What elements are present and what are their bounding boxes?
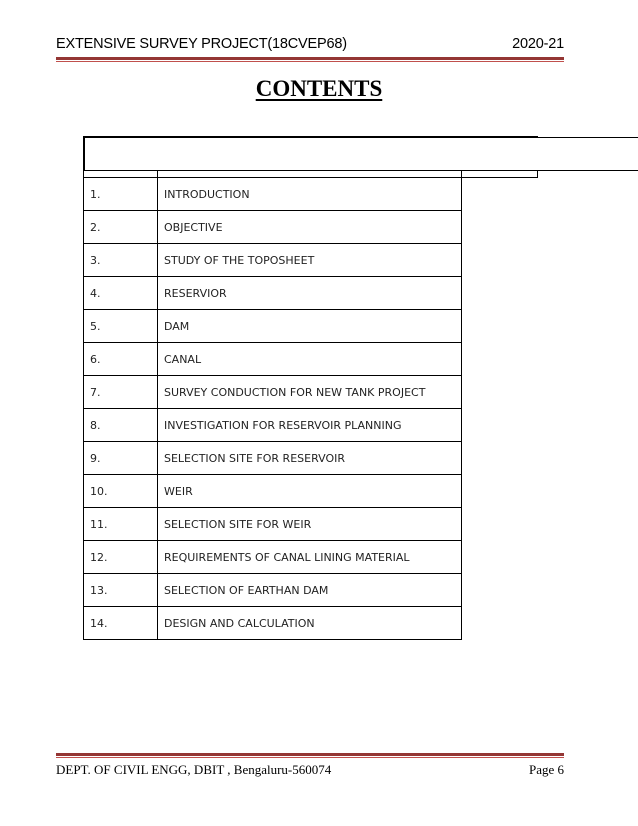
row-particular: OBJECTIVE <box>158 211 462 244</box>
table-row <box>84 475 538 508</box>
row-particular: DAM <box>158 310 462 343</box>
header-year: 2020-21 <box>512 36 564 52</box>
table-row <box>84 541 538 574</box>
row-sl-number: 2. <box>84 211 158 244</box>
row-particular: WEIR <box>158 475 462 508</box>
row-sl-number: 11. <box>84 508 158 541</box>
row-sl-number: 7. <box>84 376 158 409</box>
footer-rule <box>56 753 564 758</box>
row-sl-number: 12. <box>84 541 158 574</box>
row-sl-number: 1. <box>84 178 158 211</box>
table-row <box>84 211 538 244</box>
row-particular: REQUIREMENTS OF CANAL LINING MATERIAL <box>158 541 462 574</box>
row-particular: SELECTION SITE FOR RESERVOIR <box>158 442 462 475</box>
row-sl-number: 4. <box>84 277 158 310</box>
footer-page-number: Page 6 <box>528 762 564 777</box>
table-row <box>84 409 538 442</box>
table-body <box>84 178 538 640</box>
row-particular: CANAL <box>158 343 462 376</box>
table-row <box>84 376 538 409</box>
header-project-title: EXTENSIVE SURVEY PROJECT(18CVEP68) <box>56 36 347 52</box>
table-row <box>84 178 538 211</box>
row-sl-number: 6. <box>84 343 158 376</box>
row-sl-number: 5. <box>84 310 158 343</box>
row-sl-number: 3. <box>84 244 158 277</box>
page-footer <box>56 762 564 780</box>
row-particular: SELECTION SITE FOR WEIR <box>158 508 462 541</box>
row-particular: SURVEY CONDUCTION FOR NEW TANK PROJECT <box>158 376 462 409</box>
row-particular: SELECTION OF EARTHAN DAM <box>158 574 462 607</box>
table-row <box>84 442 538 475</box>
row-sl-number: 13. <box>84 574 158 607</box>
row-sl-number: 8. <box>84 409 158 442</box>
header-rule <box>56 57 564 62</box>
page-title: CONTENTS <box>255 76 383 101</box>
table-row <box>84 343 538 376</box>
contents-table <box>83 136 538 640</box>
row-sl-number: 14. <box>84 607 158 640</box>
row-particular: INVESTIGATION FOR RESERVOIR PLANNING <box>158 409 462 442</box>
row-sl-number: 10. <box>84 475 158 508</box>
row-particular: DESIGN AND CALCULATION <box>158 607 462 640</box>
table-row <box>84 574 538 607</box>
row-particular: STUDY OF THE TOPOSHEET <box>158 244 462 277</box>
table-row <box>84 244 538 277</box>
row-page-number <box>84 137 638 171</box>
footer-department: DEPT. OF CIVIL ENGG, DBIT , Bengaluru-560074 <box>56 762 332 777</box>
row-particular: RESERVIOR <box>158 277 462 310</box>
table-row <box>84 310 538 343</box>
row-sl-number: 9. <box>84 442 158 475</box>
table-row <box>84 277 538 310</box>
table-row <box>84 607 538 640</box>
row-particular: INTRODUCTION <box>158 178 462 211</box>
table-row <box>84 508 538 541</box>
page-header <box>56 36 564 56</box>
